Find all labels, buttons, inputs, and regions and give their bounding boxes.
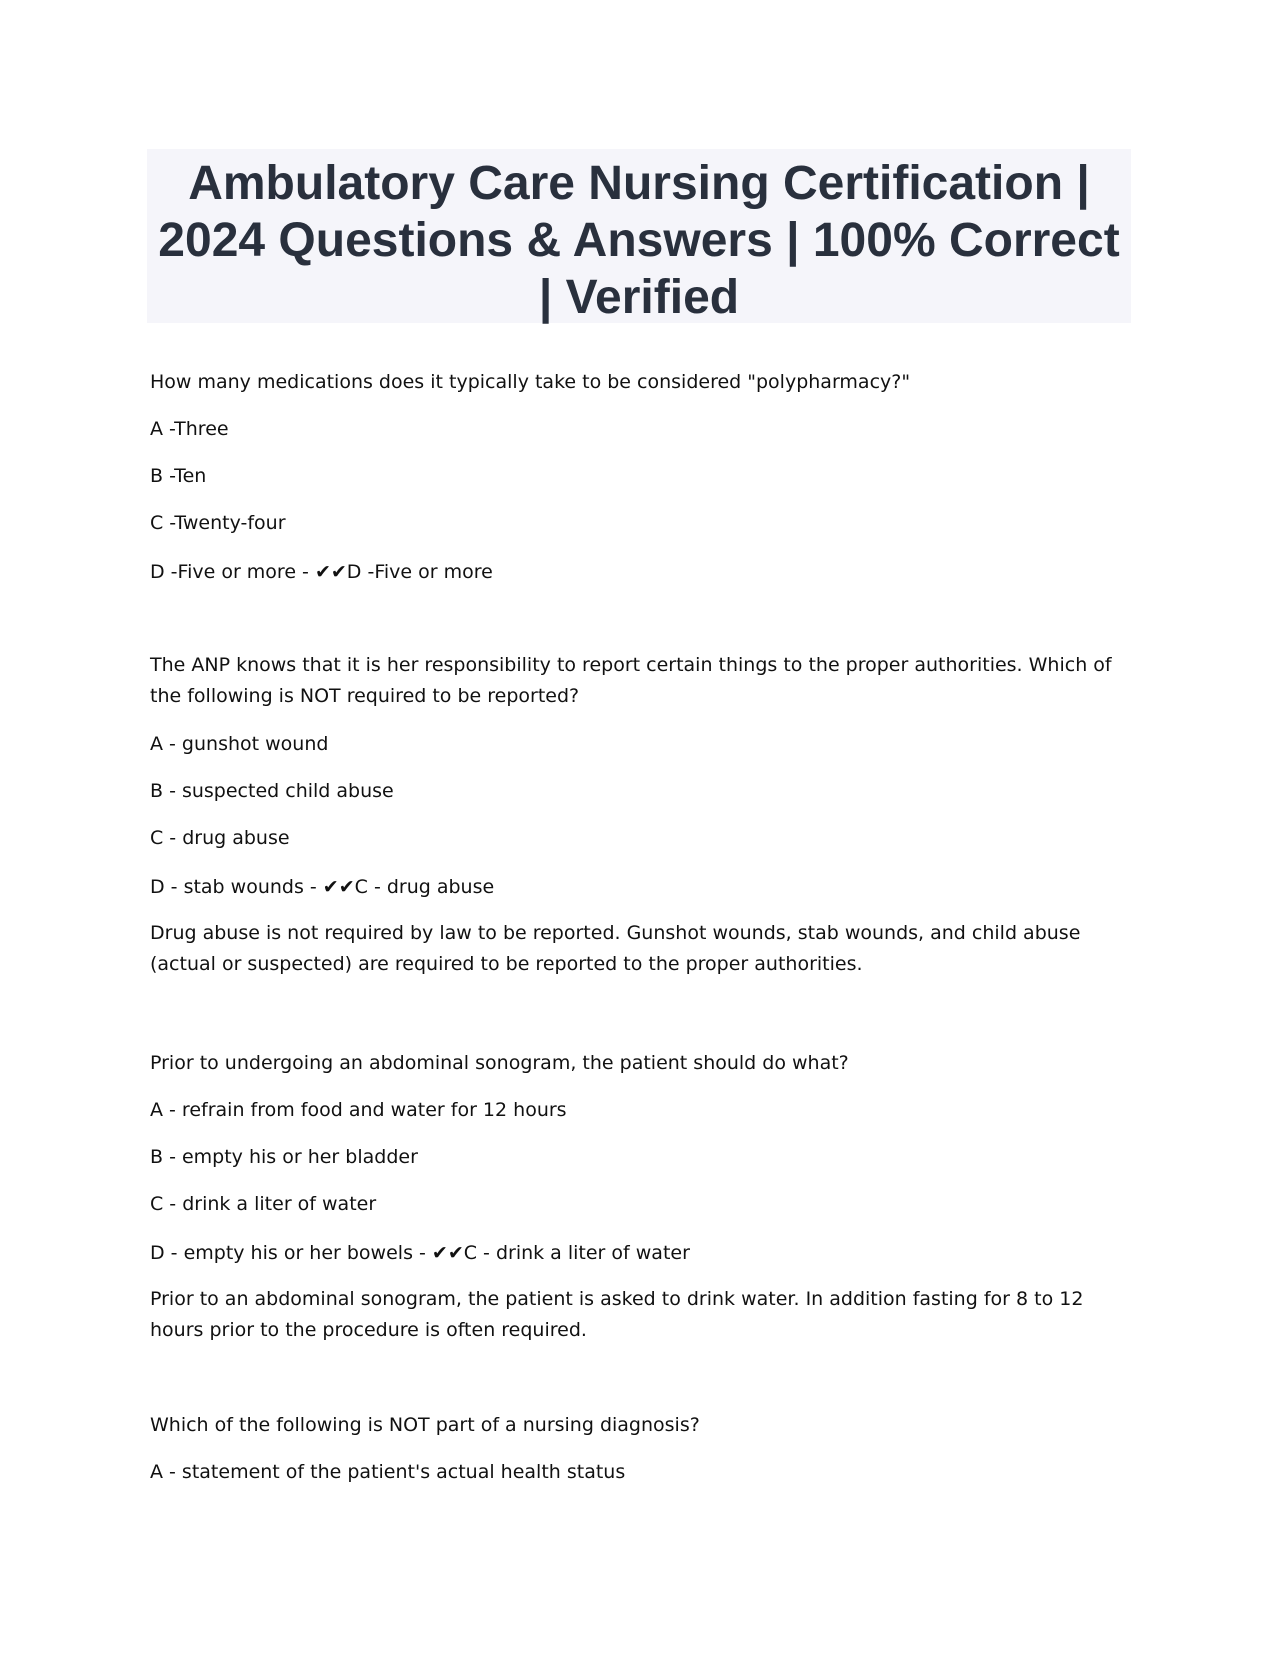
question-2-text: The ANP knows that it is her responsibility to report certain things to the proper authorities. Which of the following is NOT required to be reported? xyxy=(150,654,1112,707)
question-2-explanation: Drug abuse is not required by law to be reported. Gunshot wounds, stab wounds, and child abuse (actual or suspected) are required to be reported to the proper authorities. xyxy=(150,922,1081,975)
question-2-option-c: C - drug abuse xyxy=(150,827,290,849)
question-3-option-c: C - drink a liter of water xyxy=(150,1193,377,1215)
question-3-text: Prior to undergoing an abdominal sonogram, the patient should do what? xyxy=(150,1052,849,1074)
question-1-text: How many medications does it typically take to be considered "polypharmacy?" xyxy=(150,371,911,393)
question-3-option-b: B - empty his or her bladder xyxy=(150,1146,418,1168)
question-2-option-a: A - gunshot wound xyxy=(150,733,329,755)
question-1-option-b: B -Ten xyxy=(150,465,207,487)
question-3-option-d-answer: D - empty his or her bowels - ✔✔C - drink a liter of water xyxy=(150,1242,690,1264)
question-1-option-d-answer: D -Five or more - ✔✔D -Five or more xyxy=(150,561,493,583)
question-3-option-a: A - refrain from food and water for 12 hours xyxy=(150,1099,567,1121)
document-title: Ambulatory Care Nursing Certification | 2024 Questions & Answers | 100% Correct | Verified xyxy=(158,157,1120,324)
question-4-option-a: A - statement of the patient's actual health status xyxy=(150,1461,626,1483)
question-1-option-c: C -Twenty-four xyxy=(150,512,286,534)
question-2-option-b: B - suspected child abuse xyxy=(150,780,394,802)
title-banner xyxy=(147,149,1131,323)
question-3-explanation: Prior to an abdominal sonogram, the patient is asked to drink water. In addition fasting for 8 to 12 hours prior to the procedure is often required. xyxy=(150,1288,1084,1341)
question-4-text: Which of the following is NOT part of a nursing diagnosis? xyxy=(150,1414,700,1436)
question-2-option-d-answer: D - stab wounds - ✔✔C - drug abuse xyxy=(150,876,495,898)
question-1-option-a: A -Three xyxy=(150,418,229,440)
